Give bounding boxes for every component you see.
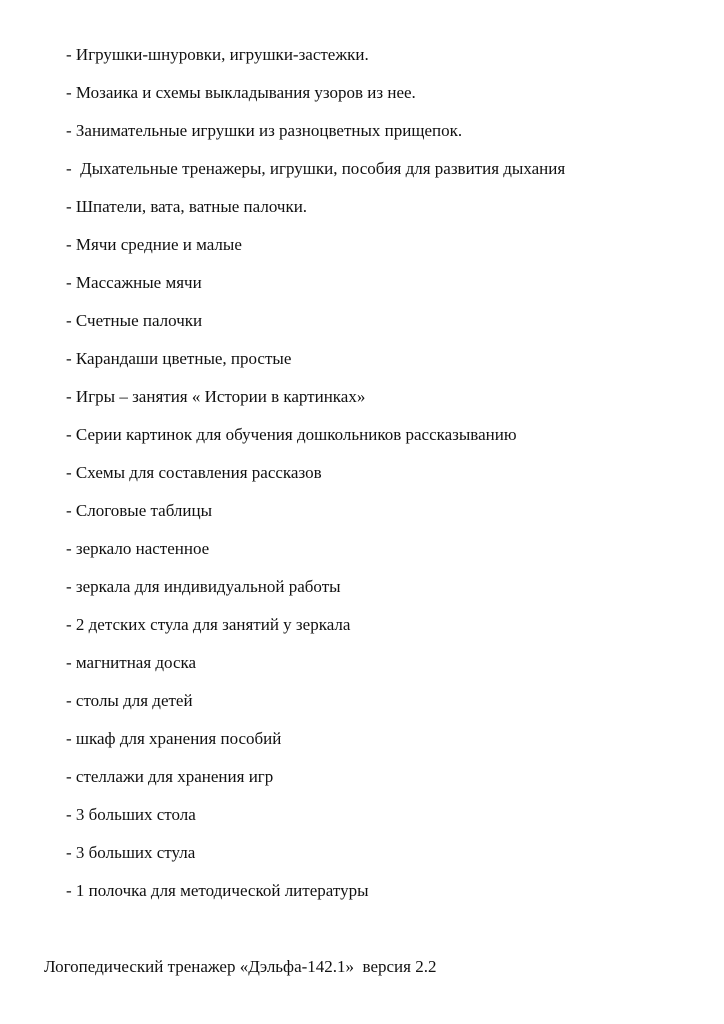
list-item: - Мячи средние и малые: [66, 235, 242, 254]
list-item: - Игры – занятия « Истории в картинках»: [66, 387, 366, 406]
list-item: - зеркало настенное: [66, 539, 210, 558]
list-item: - 3 больших стула: [66, 843, 196, 862]
list-item: - 1 полочка для методической литературы: [66, 881, 369, 900]
list-item: - стеллажи для хранения игр: [66, 767, 274, 786]
list-item: - 2 детских стула для занятий у зеркала: [66, 615, 351, 634]
equipment-list: [66, 44, 565, 918]
list-item: - столы для детей: [66, 691, 193, 710]
list-item: - Дыхательные тренажеры, игрушки, пособия для развития дыхания: [66, 159, 566, 178]
list-item: - Слоговые таблицы: [66, 501, 213, 520]
page-footer: Логопедический тренажер «Дэльфа-142.1» версия 2.2: [44, 957, 437, 976]
list-item: - 3 больших стола: [66, 805, 196, 824]
list-item: - Занимательные игрушки из разноцветных прищепок.: [66, 121, 463, 140]
list-item: - Схемы для составления рассказов: [66, 463, 322, 482]
list-item: - Массажные мячи: [66, 273, 202, 292]
list-item: - Карандаши цветные, простые: [66, 349, 292, 368]
list-item: - шкаф для хранения пособий: [66, 729, 282, 748]
list-item: - Счетные палочки: [66, 311, 203, 330]
list-item: - Серии картинок для обучения дошкольников рассказыванию: [66, 425, 517, 444]
list-item: - магнитная доска: [66, 653, 197, 672]
list-item: - Игрушки-шнуровки, игрушки-застежки.: [66, 45, 369, 64]
list-item: - Мозаика и схемы выкладывания узоров из нее.: [66, 83, 416, 102]
list-item: - зеркала для индивидуальной работы: [66, 577, 341, 596]
list-item: - Шпатели, вата, ватные палочки.: [66, 197, 308, 216]
